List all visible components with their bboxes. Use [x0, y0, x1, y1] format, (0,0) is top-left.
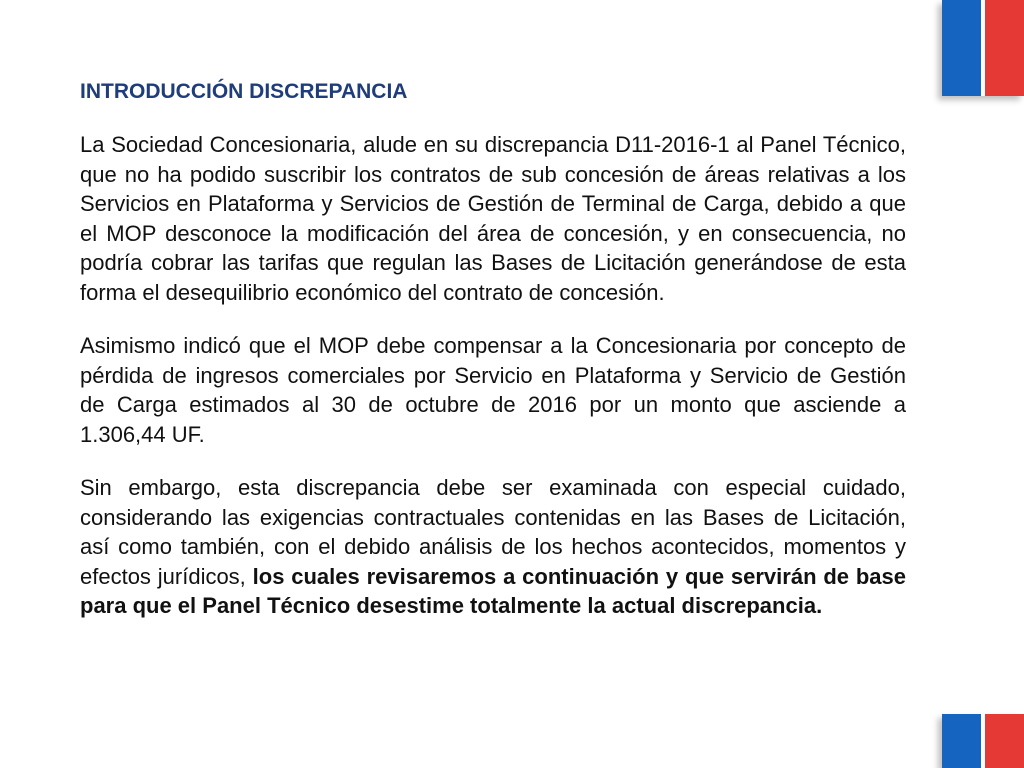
- paragraph-3: [80, 473, 906, 621]
- paragraph-3-text: Sin embargo, esta discrepancia debe ser examinada con especial cuidado, considerando las exigencias contractuales contenidas en las Bases de Licitación, así como también, con el debido análisis de los hechos acontecidos, momentos y efectos jurídicos,: [80, 475, 906, 589]
- document-body: [80, 78, 906, 645]
- flag-stripe-red: [985, 0, 1024, 96]
- flag-decoration-bottom: [942, 714, 1024, 768]
- flag-stripe-red: [985, 714, 1024, 768]
- page-title: INTRODUCCIÓN DISCREPANCIA: [80, 80, 408, 103]
- flag-stripe-blue: [942, 0, 981, 96]
- paragraph-2: Asimismo indicó que el MOP debe compensar a la Concesionaria por concepto de pérdida de ingresos comerciales por Servicio en Plataforma y Servicio de Gestión de Carga estimados al 30 de octubre de 2016 por un monto que asciende a 1.306,44 UF.: [80, 333, 906, 447]
- flag-stripe-blue: [942, 714, 981, 768]
- paragraph-3-bold: los cuales revisaremos a continuación y que servirán de base para que el Panel Técnico desestime totalmente la actual discrepancia.: [80, 563, 907, 618]
- paragraph-1: La Sociedad Concesionaria, alude en su discrepancia D11-2016-1 al Panel Técnico, que no ha podido suscribir los contratos de sub concesión de áreas relativas a los Servicios en Plataforma y Servicios de Gestión de Terminal de Carga, debido a que el MOP desconoce la modificación del área de concesión, y en consecuencia, no podría cobrar las tarifas que regulan las Bases de Licitación generándose de esta forma el desequilibrio económico del contrato de concesión.: [80, 132, 906, 305]
- flag-decoration-top: [942, 0, 1024, 96]
